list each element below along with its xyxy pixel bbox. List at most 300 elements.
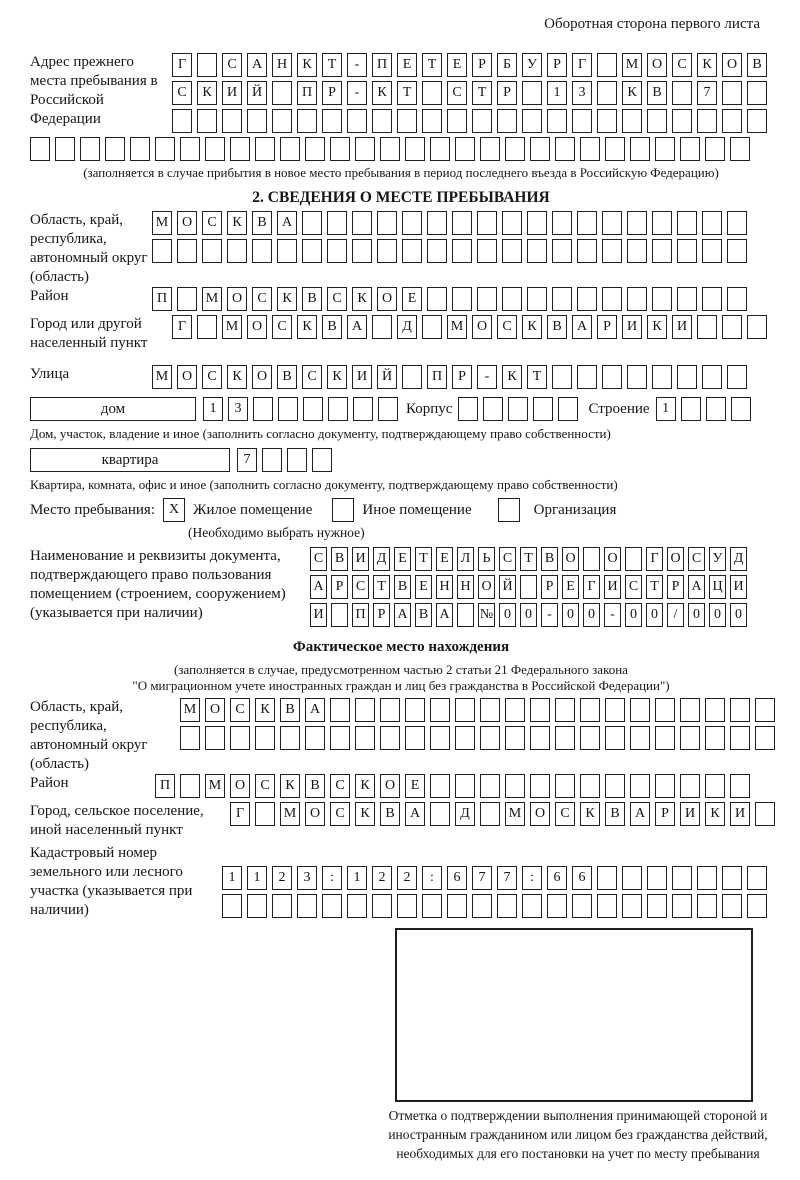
char-cell[interactable] <box>627 211 647 235</box>
char-cell[interactable]: С <box>202 365 222 389</box>
char-cell[interactable] <box>647 109 667 133</box>
char-cell[interactable]: Н <box>457 575 474 599</box>
char-cell[interactable]: Р <box>373 603 390 627</box>
char-cell[interactable]: 0 <box>730 603 747 627</box>
char-cell[interactable] <box>705 137 725 161</box>
char-cell[interactable]: О <box>247 315 267 339</box>
char-cell[interactable] <box>547 894 567 918</box>
char-cell[interactable] <box>580 774 600 798</box>
char-cell[interactable]: А <box>247 53 267 77</box>
char-cell[interactable]: У <box>709 547 726 571</box>
char-cell[interactable]: П <box>152 287 172 311</box>
char-cell[interactable]: Р <box>655 802 675 826</box>
char-cell[interactable]: Й <box>377 365 397 389</box>
char-cell[interactable] <box>402 365 422 389</box>
char-cell[interactable] <box>652 365 672 389</box>
char-cell[interactable] <box>577 287 597 311</box>
char-cell[interactable]: А <box>394 603 411 627</box>
char-cell[interactable] <box>702 365 722 389</box>
char-cell[interactable]: К <box>227 365 247 389</box>
char-cell[interactable] <box>702 287 722 311</box>
char-cell[interactable] <box>330 726 350 750</box>
char-cell[interactable]: О <box>604 547 621 571</box>
char-cell[interactable]: 6 <box>547 866 567 890</box>
char-cell[interactable] <box>502 287 522 311</box>
char-cell[interactable]: В <box>331 547 348 571</box>
char-cell[interactable] <box>706 397 726 421</box>
char-cell[interactable]: : <box>322 866 342 890</box>
char-cell[interactable]: И <box>352 547 369 571</box>
char-cell[interactable] <box>697 109 717 133</box>
char-cell[interactable]: 3 <box>228 397 248 421</box>
char-cell[interactable]: 1 <box>347 866 367 890</box>
char-cell[interactable]: О <box>562 547 579 571</box>
char-cell[interactable]: В <box>280 698 300 722</box>
char-cell[interactable] <box>602 287 622 311</box>
char-cell[interactable]: С <box>310 547 327 571</box>
char-cell[interactable] <box>622 866 642 890</box>
char-cell[interactable] <box>331 603 348 627</box>
char-cell[interactable]: Е <box>562 575 579 599</box>
char-cell[interactable]: О <box>177 365 197 389</box>
char-cell[interactable] <box>380 698 400 722</box>
char-cell[interactable] <box>727 365 747 389</box>
char-cell[interactable] <box>522 894 542 918</box>
char-cell[interactable]: 0 <box>583 603 600 627</box>
char-cell[interactable]: К <box>297 315 317 339</box>
char-cell[interactable] <box>272 109 292 133</box>
char-cell[interactable] <box>547 109 567 133</box>
char-cell[interactable]: К <box>355 774 375 798</box>
checkbox-zhiloe[interactable]: X <box>163 498 185 522</box>
char-cell[interactable]: В <box>252 211 272 235</box>
char-cell[interactable] <box>477 211 497 235</box>
char-cell[interactable]: А <box>630 802 650 826</box>
char-cell[interactable] <box>427 287 447 311</box>
char-cell[interactable]: 6 <box>572 866 592 890</box>
char-cell[interactable] <box>505 774 525 798</box>
char-cell[interactable]: К <box>277 287 297 311</box>
char-cell[interactable] <box>580 137 600 161</box>
char-cell[interactable] <box>681 397 701 421</box>
char-cell[interactable] <box>705 774 725 798</box>
char-cell[interactable]: П <box>155 774 175 798</box>
char-cell[interactable]: С <box>497 315 517 339</box>
char-cell[interactable] <box>377 211 397 235</box>
char-cell[interactable] <box>457 603 474 627</box>
char-cell[interactable] <box>627 365 647 389</box>
char-cell[interactable] <box>430 802 450 826</box>
char-cell[interactable] <box>180 774 200 798</box>
char-cell[interactable] <box>330 137 350 161</box>
char-cell[interactable] <box>328 397 348 421</box>
char-cell[interactable] <box>430 698 450 722</box>
char-cell[interactable] <box>430 137 450 161</box>
char-cell[interactable] <box>677 211 697 235</box>
char-cell[interactable]: О <box>647 53 667 77</box>
char-cell[interactable] <box>372 894 392 918</box>
char-cell[interactable] <box>680 726 700 750</box>
char-cell[interactable] <box>605 774 625 798</box>
char-cell[interactable]: Р <box>497 81 517 105</box>
char-cell[interactable] <box>422 81 442 105</box>
char-cell[interactable] <box>755 802 775 826</box>
char-cell[interactable]: Р <box>547 53 567 77</box>
char-cell[interactable] <box>483 397 503 421</box>
char-cell[interactable]: П <box>297 81 317 105</box>
char-cell[interactable] <box>280 137 300 161</box>
char-cell[interactable]: О <box>530 802 550 826</box>
char-cell[interactable]: С <box>330 802 350 826</box>
char-cell[interactable]: К <box>197 81 217 105</box>
char-cell[interactable]: Т <box>520 547 537 571</box>
char-cell[interactable] <box>555 698 575 722</box>
char-cell[interactable] <box>627 239 647 263</box>
char-cell[interactable] <box>505 698 525 722</box>
char-cell[interactable]: М <box>202 287 222 311</box>
char-cell[interactable]: М <box>205 774 225 798</box>
char-cell[interactable]: 1 <box>656 397 676 421</box>
char-cell[interactable]: Ц <box>709 575 726 599</box>
char-cell[interactable]: № <box>478 603 495 627</box>
char-cell[interactable] <box>602 211 622 235</box>
char-cell[interactable] <box>355 726 375 750</box>
char-cell[interactable] <box>477 287 497 311</box>
char-cell[interactable] <box>352 239 372 263</box>
char-cell[interactable]: Т <box>472 81 492 105</box>
char-cell[interactable]: 1 <box>222 866 242 890</box>
char-cell[interactable] <box>702 211 722 235</box>
char-cell[interactable]: К <box>355 802 375 826</box>
char-cell[interactable] <box>722 109 742 133</box>
char-cell[interactable] <box>747 866 767 890</box>
char-cell[interactable] <box>672 866 692 890</box>
char-cell[interactable] <box>55 137 75 161</box>
char-cell[interactable] <box>505 726 525 750</box>
char-cell[interactable]: О <box>305 802 325 826</box>
char-cell[interactable] <box>230 137 250 161</box>
char-cell[interactable]: М <box>180 698 200 722</box>
char-cell[interactable] <box>497 894 517 918</box>
char-cell[interactable]: Г <box>583 575 600 599</box>
char-cell[interactable] <box>727 287 747 311</box>
char-cell[interactable] <box>377 239 397 263</box>
char-cell[interactable] <box>255 726 275 750</box>
char-cell[interactable]: 2 <box>397 866 417 890</box>
char-cell[interactable] <box>655 726 675 750</box>
char-cell[interactable] <box>502 211 522 235</box>
char-cell[interactable]: 3 <box>297 866 317 890</box>
char-cell[interactable]: К <box>352 287 372 311</box>
char-cell[interactable] <box>480 137 500 161</box>
char-cell[interactable]: 6 <box>447 866 467 890</box>
char-cell[interactable]: К <box>297 53 317 77</box>
char-cell[interactable] <box>652 287 672 311</box>
char-cell[interactable] <box>552 239 572 263</box>
char-cell[interactable] <box>730 137 750 161</box>
char-cell[interactable] <box>372 109 392 133</box>
char-cell[interactable]: Т <box>527 365 547 389</box>
char-cell[interactable] <box>405 726 425 750</box>
char-cell[interactable]: П <box>372 53 392 77</box>
char-cell[interactable] <box>630 726 650 750</box>
char-cell[interactable] <box>655 774 675 798</box>
char-cell[interactable]: О <box>252 365 272 389</box>
char-cell[interactable] <box>380 726 400 750</box>
char-cell[interactable]: С <box>222 53 242 77</box>
char-cell[interactable] <box>262 448 282 472</box>
char-cell[interactable] <box>627 287 647 311</box>
char-cell[interactable] <box>602 365 622 389</box>
char-cell[interactable] <box>180 137 200 161</box>
char-cell[interactable] <box>597 109 617 133</box>
char-cell[interactable] <box>577 211 597 235</box>
char-cell[interactable] <box>352 211 372 235</box>
char-cell[interactable] <box>558 397 578 421</box>
char-cell[interactable]: И <box>352 365 372 389</box>
char-cell[interactable]: Й <box>247 81 267 105</box>
char-cell[interactable] <box>347 894 367 918</box>
char-cell[interactable] <box>202 239 222 263</box>
char-cell[interactable]: М <box>222 315 242 339</box>
char-cell[interactable] <box>502 239 522 263</box>
char-cell[interactable] <box>278 397 298 421</box>
char-cell[interactable]: К <box>522 315 542 339</box>
char-cell[interactable] <box>455 774 475 798</box>
char-cell[interactable] <box>597 81 617 105</box>
char-cell[interactable]: М <box>447 315 467 339</box>
char-cell[interactable] <box>530 726 550 750</box>
char-cell[interactable]: М <box>505 802 525 826</box>
char-cell[interactable] <box>555 774 575 798</box>
char-cell[interactable]: Е <box>415 575 432 599</box>
char-cell[interactable] <box>555 137 575 161</box>
char-cell[interactable] <box>455 726 475 750</box>
char-cell[interactable]: И <box>622 315 642 339</box>
char-cell[interactable] <box>430 726 450 750</box>
char-cell[interactable]: 1 <box>547 81 567 105</box>
char-cell[interactable]: В <box>547 315 567 339</box>
char-cell[interactable]: Е <box>436 547 453 571</box>
char-cell[interactable] <box>630 774 650 798</box>
char-cell[interactable]: 1 <box>247 866 267 890</box>
char-cell[interactable] <box>747 81 767 105</box>
char-cell[interactable]: А <box>347 315 367 339</box>
char-cell[interactable] <box>30 137 50 161</box>
char-cell[interactable] <box>605 726 625 750</box>
char-cell[interactable] <box>605 137 625 161</box>
char-cell[interactable] <box>177 287 197 311</box>
char-cell[interactable] <box>555 726 575 750</box>
char-cell[interactable]: О <box>230 774 250 798</box>
char-cell[interactable] <box>602 239 622 263</box>
char-cell[interactable] <box>405 698 425 722</box>
char-cell[interactable] <box>722 894 742 918</box>
char-cell[interactable]: И <box>680 802 700 826</box>
char-cell[interactable]: К <box>502 365 522 389</box>
char-cell[interactable]: К <box>705 802 725 826</box>
char-cell[interactable] <box>508 397 528 421</box>
char-cell[interactable] <box>253 397 273 421</box>
char-cell[interactable] <box>722 315 742 339</box>
char-cell[interactable] <box>480 802 500 826</box>
char-cell[interactable]: А <box>305 698 325 722</box>
char-cell[interactable] <box>622 894 642 918</box>
char-cell[interactable] <box>597 894 617 918</box>
char-cell[interactable]: О <box>227 287 247 311</box>
char-cell[interactable]: Т <box>322 53 342 77</box>
char-cell[interactable]: С <box>352 575 369 599</box>
char-cell[interactable] <box>447 894 467 918</box>
char-cell[interactable]: И <box>310 603 327 627</box>
char-cell[interactable] <box>447 109 467 133</box>
char-cell[interactable]: 0 <box>562 603 579 627</box>
char-cell[interactable]: С <box>302 365 322 389</box>
char-cell[interactable] <box>152 239 172 263</box>
char-cell[interactable] <box>655 137 675 161</box>
char-cell[interactable]: И <box>730 802 750 826</box>
char-cell[interactable]: А <box>405 802 425 826</box>
char-cell[interactable]: Г <box>172 315 192 339</box>
char-cell[interactable] <box>580 726 600 750</box>
char-cell[interactable]: В <box>415 603 432 627</box>
char-cell[interactable]: С <box>330 774 350 798</box>
char-cell[interactable]: В <box>541 547 558 571</box>
char-cell[interactable] <box>355 137 375 161</box>
char-cell[interactable] <box>255 802 275 826</box>
char-cell[interactable] <box>655 698 675 722</box>
char-cell[interactable]: С <box>255 774 275 798</box>
char-cell[interactable] <box>522 109 542 133</box>
char-cell[interactable] <box>230 726 250 750</box>
char-cell[interactable]: 0 <box>709 603 726 627</box>
char-cell[interactable]: В <box>647 81 667 105</box>
checkbox-organizaciya[interactable] <box>498 498 520 522</box>
char-cell[interactable]: О <box>380 774 400 798</box>
char-cell[interactable]: Р <box>452 365 472 389</box>
char-cell[interactable] <box>355 698 375 722</box>
char-cell[interactable]: Р <box>597 315 617 339</box>
char-cell[interactable] <box>677 239 697 263</box>
char-cell[interactable] <box>297 109 317 133</box>
char-cell[interactable] <box>647 866 667 890</box>
char-cell[interactable] <box>520 575 537 599</box>
char-cell[interactable] <box>630 137 650 161</box>
char-cell[interactable] <box>622 109 642 133</box>
char-cell[interactable] <box>197 109 217 133</box>
char-cell[interactable] <box>327 239 347 263</box>
char-cell[interactable] <box>480 726 500 750</box>
char-cell[interactable]: 2 <box>372 866 392 890</box>
char-cell[interactable] <box>252 239 272 263</box>
char-cell[interactable]: В <box>322 315 342 339</box>
char-cell[interactable]: О <box>478 575 495 599</box>
char-cell[interactable] <box>222 894 242 918</box>
char-cell[interactable]: : <box>422 866 442 890</box>
char-cell[interactable] <box>577 365 597 389</box>
char-cell[interactable] <box>372 315 392 339</box>
char-cell[interactable] <box>572 894 592 918</box>
char-cell[interactable]: Л <box>457 547 474 571</box>
char-cell[interactable]: 7 <box>237 448 257 472</box>
char-cell[interactable]: С <box>230 698 250 722</box>
char-cell[interactable]: - <box>347 81 367 105</box>
char-cell[interactable] <box>477 239 497 263</box>
char-cell[interactable] <box>677 287 697 311</box>
char-cell[interactable]: М <box>622 53 642 77</box>
char-cell[interactable] <box>697 894 717 918</box>
char-cell[interactable] <box>530 698 550 722</box>
char-cell[interactable]: Т <box>646 575 663 599</box>
char-cell[interactable] <box>205 726 225 750</box>
char-cell[interactable] <box>472 109 492 133</box>
char-cell[interactable]: Р <box>322 81 342 105</box>
char-cell[interactable] <box>730 726 750 750</box>
char-cell[interactable] <box>80 137 100 161</box>
char-cell[interactable] <box>330 698 350 722</box>
char-cell[interactable]: С <box>688 547 705 571</box>
char-cell[interactable] <box>302 239 322 263</box>
char-cell[interactable]: О <box>177 211 197 235</box>
char-cell[interactable]: К <box>622 81 642 105</box>
char-cell[interactable] <box>155 137 175 161</box>
char-cell[interactable]: Ь <box>478 547 495 571</box>
char-cell[interactable] <box>247 109 267 133</box>
char-cell[interactable] <box>697 315 717 339</box>
char-cell[interactable]: Е <box>394 547 411 571</box>
char-cell[interactable] <box>452 239 472 263</box>
char-cell[interactable] <box>530 774 550 798</box>
char-cell[interactable] <box>672 109 692 133</box>
char-cell[interactable]: Г <box>172 53 192 77</box>
char-cell[interactable] <box>322 109 342 133</box>
char-cell[interactable] <box>130 137 150 161</box>
char-cell[interactable] <box>247 894 267 918</box>
char-cell[interactable]: Д <box>397 315 417 339</box>
char-cell[interactable]: С <box>447 81 467 105</box>
char-cell[interactable] <box>480 698 500 722</box>
char-cell[interactable]: И <box>222 81 242 105</box>
char-cell[interactable] <box>380 137 400 161</box>
char-cell[interactable] <box>597 53 617 77</box>
char-cell[interactable]: К <box>280 774 300 798</box>
char-cell[interactable]: В <box>305 774 325 798</box>
char-cell[interactable]: В <box>277 365 297 389</box>
char-cell[interactable]: У <box>522 53 542 77</box>
char-cell[interactable] <box>397 109 417 133</box>
char-cell[interactable] <box>452 211 472 235</box>
char-cell[interactable]: С <box>499 547 516 571</box>
char-cell[interactable]: Е <box>405 774 425 798</box>
char-cell[interactable] <box>272 894 292 918</box>
char-cell[interactable]: Г <box>572 53 592 77</box>
char-cell[interactable]: 7 <box>697 81 717 105</box>
char-cell[interactable]: Д <box>730 547 747 571</box>
char-cell[interactable]: М <box>152 365 172 389</box>
char-cell[interactable] <box>652 211 672 235</box>
char-cell[interactable] <box>303 397 323 421</box>
char-cell[interactable] <box>552 365 572 389</box>
char-cell[interactable] <box>530 137 550 161</box>
char-cell[interactable]: С <box>272 315 292 339</box>
char-cell[interactable] <box>527 239 547 263</box>
char-cell[interactable] <box>727 211 747 235</box>
char-cell[interactable]: С <box>672 53 692 77</box>
char-cell[interactable] <box>277 239 297 263</box>
char-cell[interactable] <box>197 53 217 77</box>
char-cell[interactable] <box>583 547 600 571</box>
char-cell[interactable]: Т <box>397 81 417 105</box>
